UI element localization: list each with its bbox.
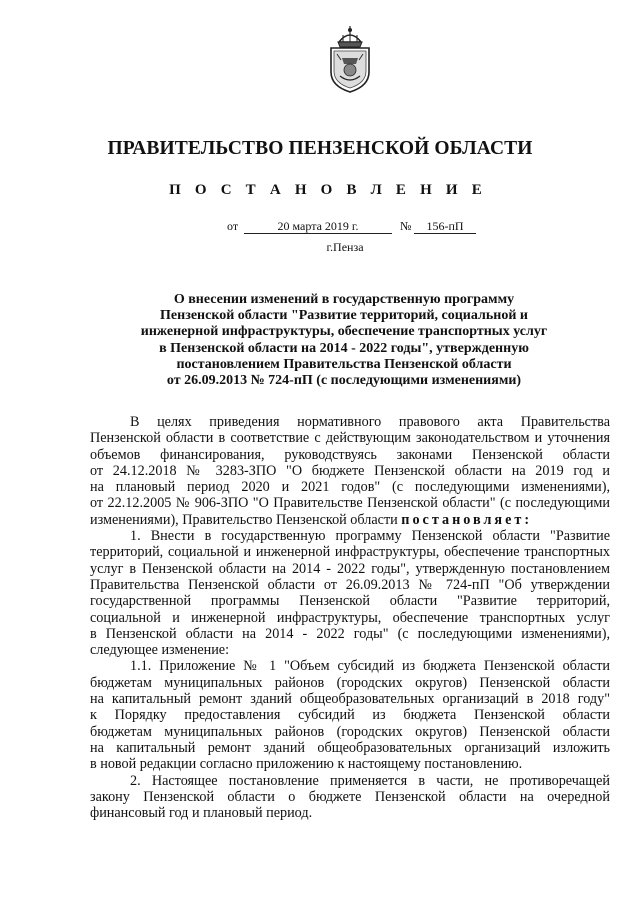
body-line: на капитальный ремонт зданий общеобразовательных организаций изложить bbox=[90, 739, 610, 756]
body-line: от 24.12.2018 № 3283-ЗПО "О бюджете Пензенской области на 2019 год и bbox=[90, 462, 610, 479]
body-line: В целях приведения нормативного правового акта Правительства bbox=[130, 414, 610, 430]
body-line bbox=[90, 512, 610, 528]
body-line: к Порядку предоставления субсидий из бюджета Пензенской области bbox=[90, 707, 610, 724]
body-line: Пензенской области в соответствие с действующим законодательством и уточнения bbox=[90, 430, 610, 447]
date-prefix: от bbox=[227, 219, 239, 233]
body-line: услуг в Пензенской области на 2014 - 2022 годы", утвержденную постановлением bbox=[90, 560, 610, 577]
body-line: на капитальный ремонт зданий общеобразовательных организаций в 2018 году" bbox=[90, 691, 610, 708]
document-body bbox=[90, 414, 610, 821]
body-line: бюджетам муниципальных районов (городских округов) Пензенской области bbox=[90, 674, 610, 691]
body-line: социальной и инженерной инфраструктуры, обеспечение транспортных услуг bbox=[90, 609, 610, 626]
body-line: в новой редакции согласно приложению к настоящему постановлению. bbox=[90, 756, 523, 773]
body-line: финансовый год и плановый период. bbox=[90, 805, 313, 822]
coat-of-arms-icon bbox=[325, 24, 375, 94]
body-line-text: изменениями), Правительство Пензенской области bbox=[90, 511, 398, 528]
title-line: в Пензенской области на 2014 - 2022 годы", утвержденную bbox=[159, 340, 529, 356]
body-line: территорий, социальной и инженерной инфраструктуры, обеспечение транспортных bbox=[90, 544, 610, 561]
title-line: Пензенской области "Развитие территорий, социальной и bbox=[160, 308, 528, 324]
number-prefix: № bbox=[400, 219, 412, 233]
title-line: от 26.09.2013 № 724-пП (с последующими изменениями) bbox=[166, 373, 522, 389]
body-line: государственной программы Пензенской области "Развитие территорий, bbox=[90, 593, 610, 610]
title-line: О внесении изменений в государственную программу bbox=[173, 292, 515, 307]
body-line: следующее изменение: bbox=[90, 642, 230, 659]
document-date: 20 марта 2019 г. bbox=[244, 219, 392, 234]
city: г.Пенза bbox=[326, 240, 364, 254]
body-line: на плановый период 2020 и 2021 годов" (с последующими изменениями), bbox=[90, 479, 610, 496]
body-line: 1.1. Приложение № 1 "Объем субсидий из бюджета Пензенской области bbox=[130, 658, 610, 675]
government-name: ПРАВИТЕЛЬСТВО ПЕНЗЕНСКОЙ ОБЛАСТИ bbox=[107, 138, 533, 159]
title-line: инженерной инфраструктуры, обеспечение транспортных услуг bbox=[140, 324, 548, 340]
document-title bbox=[120, 292, 568, 389]
body-line: бюджетам муниципальных районов (городских округов) Пензенской области bbox=[90, 723, 610, 740]
title-line: постановлением Правительства Пензенской области bbox=[176, 356, 512, 372]
resolution-verb: постановляет: bbox=[401, 511, 533, 528]
body-line: объемов финансирования, руководствуясь законами Пензенской области bbox=[90, 446, 610, 463]
document-kind: П О С Т А Н О В Л Е Н И Е bbox=[169, 182, 487, 198]
document-number: 156-пП bbox=[414, 219, 476, 234]
body-line: 2. Настоящее постановление применяется в части, не противоречащей bbox=[130, 772, 610, 789]
body-line: Правительства Пензенской области от 26.09.2013 № 724-пП "Об утверждении bbox=[90, 576, 610, 593]
body-line: 1. Внести в государственную программу Пензенской области "Развитие bbox=[130, 528, 610, 545]
body-line: закону Пензенской области о бюджете Пензенской области на очередной bbox=[90, 788, 610, 805]
body-line: от 22.12.2005 № 906-ЗПО "О Правительстве Пензенской области" (с последующими bbox=[90, 495, 610, 512]
body-line: в Пензенской области на 2014 - 2022 годы" (с последующими изменениями), bbox=[90, 625, 610, 642]
